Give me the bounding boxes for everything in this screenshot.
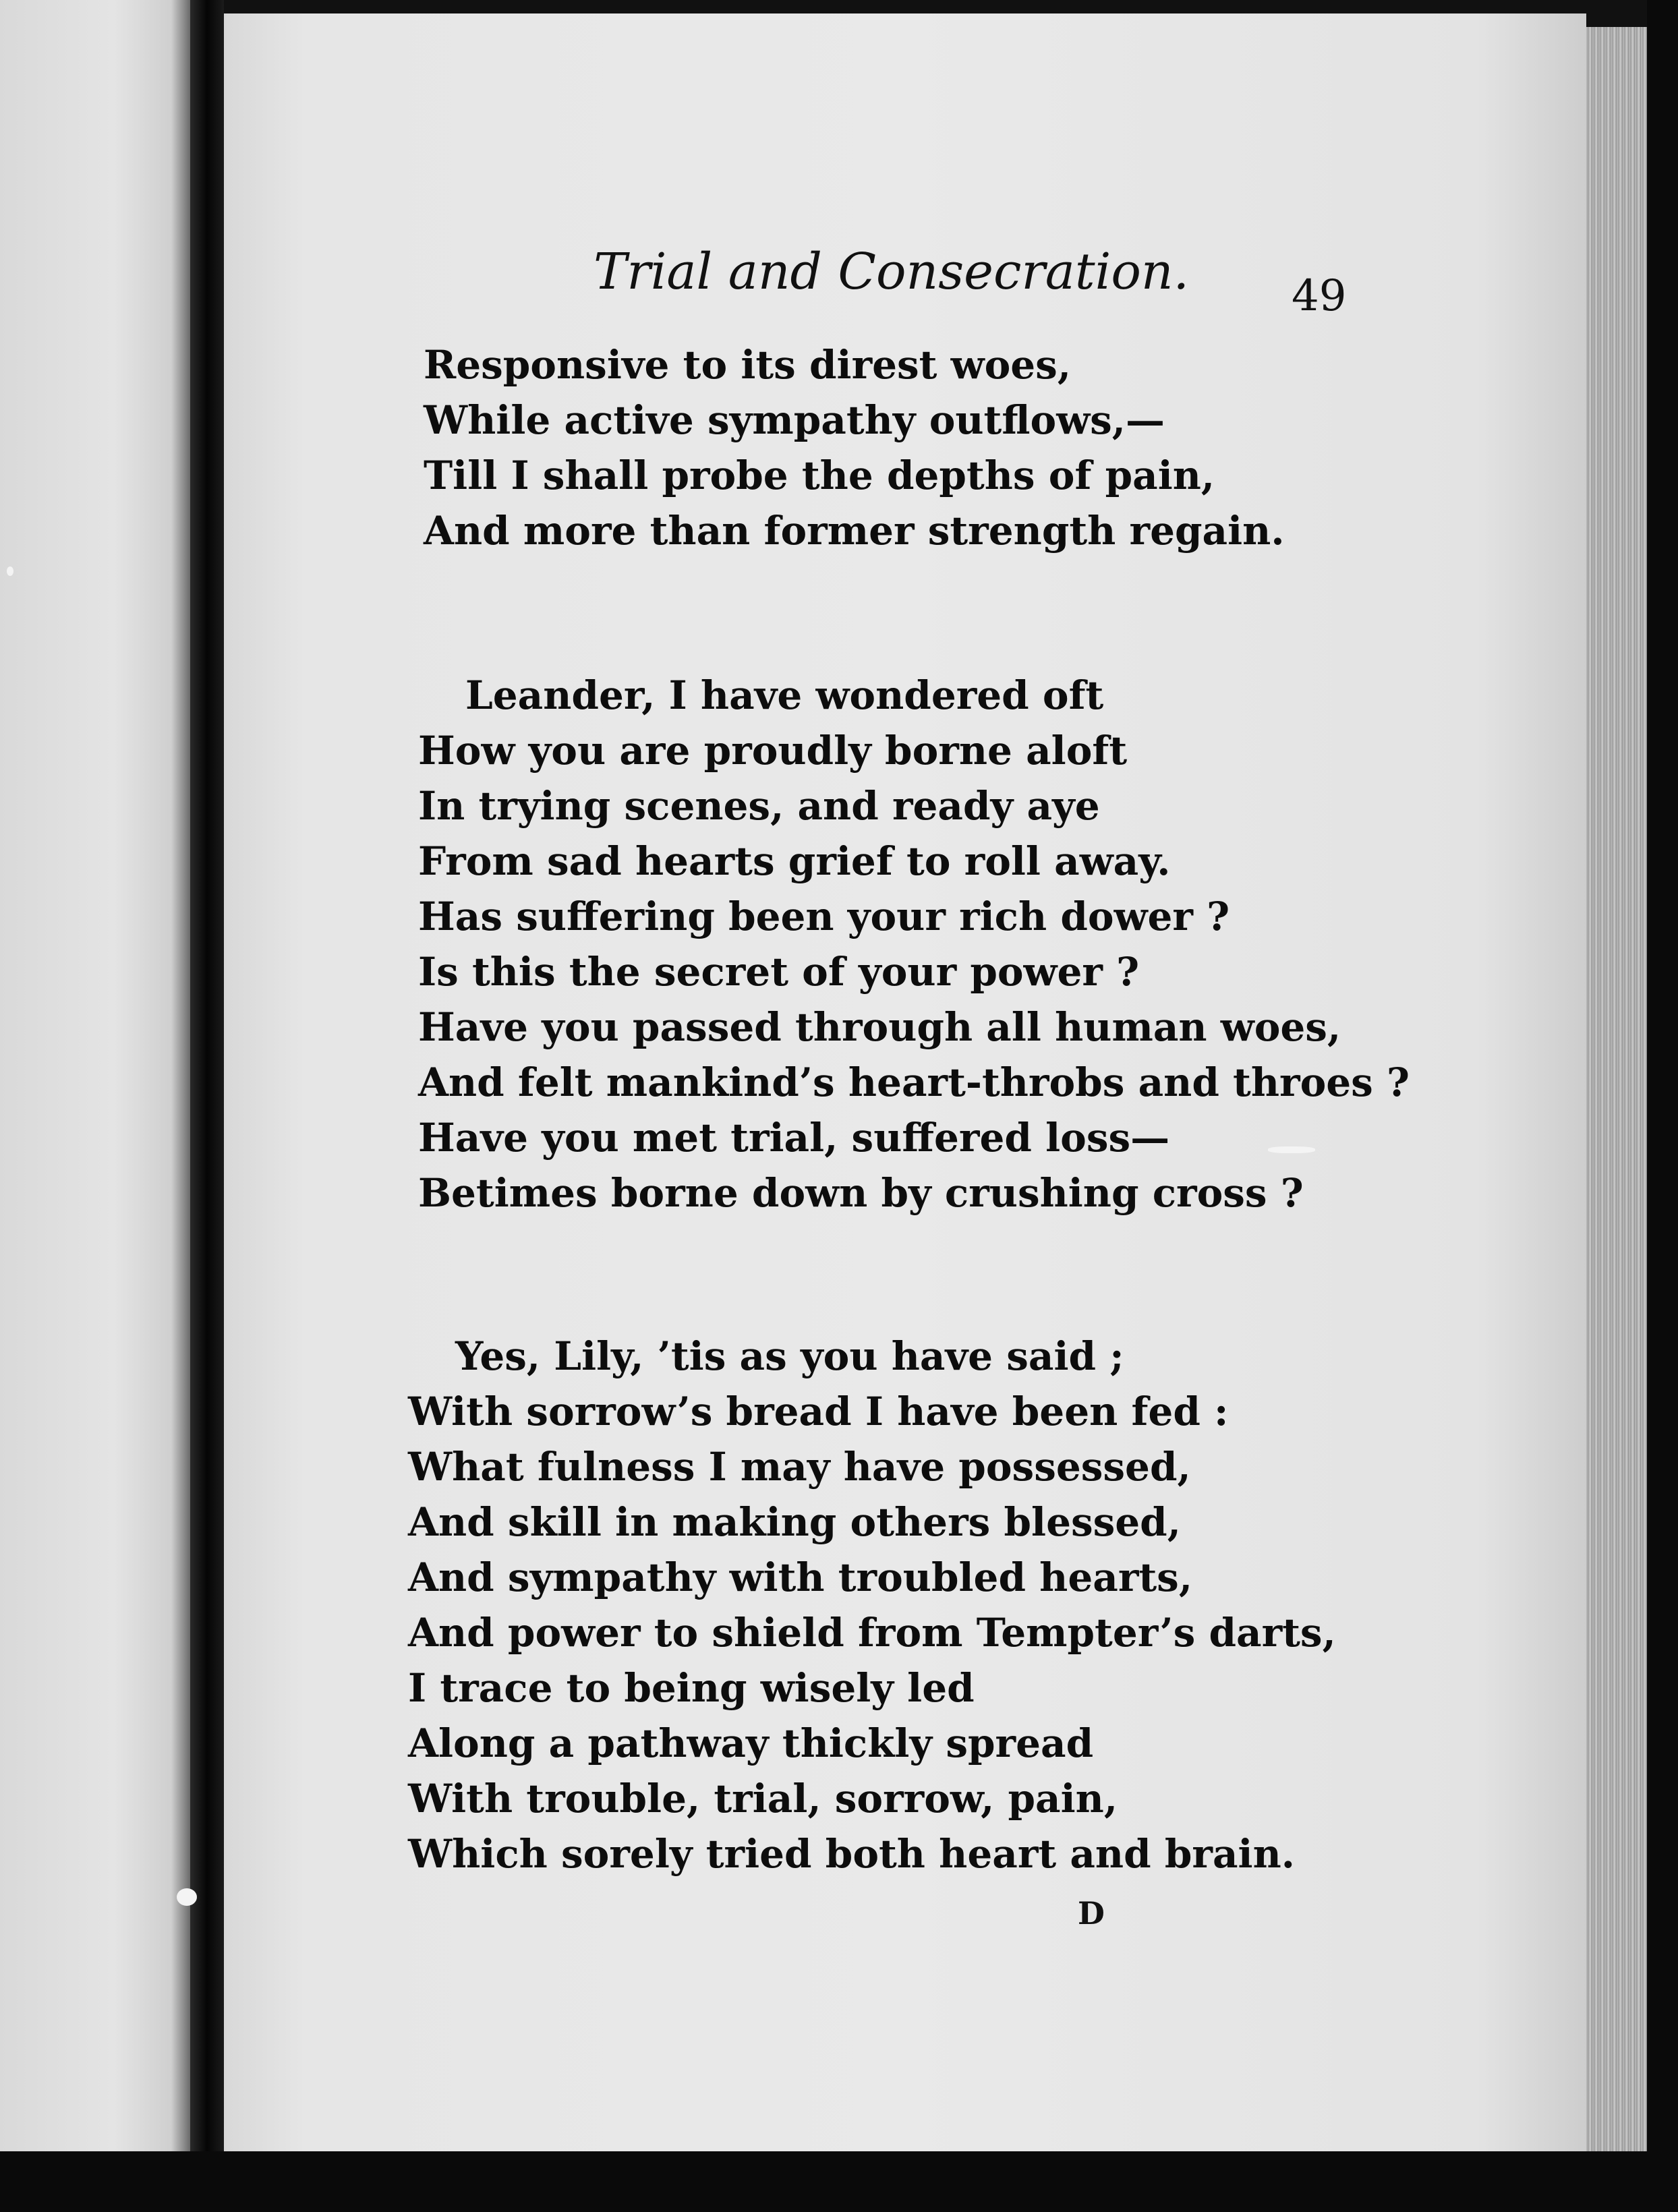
- verse-line: Betimes borne down by crushing cross ?: [418, 1170, 1304, 1216]
- verse-line: With trouble, trial, sorrow, pain,: [408, 1776, 1118, 1822]
- page-edge-stack: [1586, 27, 1647, 2151]
- verse-line: While active sympathy outflows,—: [424, 397, 1165, 443]
- verse-line: With sorrow’s bread I have been fed :: [408, 1389, 1229, 1434]
- verse-line: Which sorely tried both heart and brain.: [408, 1831, 1295, 1877]
- verse-line: Leander, I have wondered oft: [465, 672, 1104, 718]
- verse-line: Yes, Lily, ’tis as you have said ;: [455, 1333, 1124, 1379]
- scan-speck: [177, 1888, 197, 1906]
- verse-line: Have you passed through all human woes,: [418, 1004, 1341, 1050]
- verse-line: And skill in making others blessed,: [408, 1499, 1181, 1545]
- stanza-3: [408, 1329, 1336, 1882]
- scan-speck: [7, 566, 13, 576]
- verse-line: Have you met trial, suffered loss—: [418, 1115, 1170, 1161]
- verse-line: Has suffering been your rich dower ?: [418, 894, 1230, 939]
- verse-line: I trace to being wisely led: [408, 1665, 975, 1711]
- verse-line: And sympathy with troubled hearts,: [408, 1554, 1193, 1600]
- verse-line: What fulness I may have possessed,: [408, 1444, 1191, 1490]
- verse-line: And more than former strength regain.: [424, 508, 1285, 554]
- verse-line: Responsive to its direst woes,: [424, 342, 1072, 388]
- bottom-border: [0, 2151, 1678, 2212]
- stanza-2: [418, 668, 1410, 1221]
- verse-line: From sad hearts grief to roll away.: [418, 838, 1171, 884]
- verse-line: Along a pathway thickly spread: [408, 1720, 1094, 1766]
- page-number: 49: [1292, 271, 1347, 321]
- verse-line: In trying scenes, and ready aye: [418, 783, 1100, 829]
- verse-line: Till I shall probe the depths of pain,: [424, 453, 1215, 498]
- verse-line: And felt mankind’s heart-throbs and throes ?: [418, 1059, 1410, 1105]
- stanza-1: [424, 337, 1285, 558]
- signature-mark: D: [1078, 1895, 1105, 1931]
- verse-line: And power to shield from Tempter’s darts,: [408, 1610, 1336, 1656]
- facing-page-edge: [0, 0, 190, 2212]
- book-gutter: [190, 0, 224, 2212]
- verse-line: How you are proudly borne aloft: [418, 728, 1128, 774]
- verse-line: Is this the secret of your power ?: [418, 949, 1140, 995]
- right-border: [1647, 0, 1678, 2212]
- running-title: Trial and Consecration.: [594, 243, 1190, 301]
